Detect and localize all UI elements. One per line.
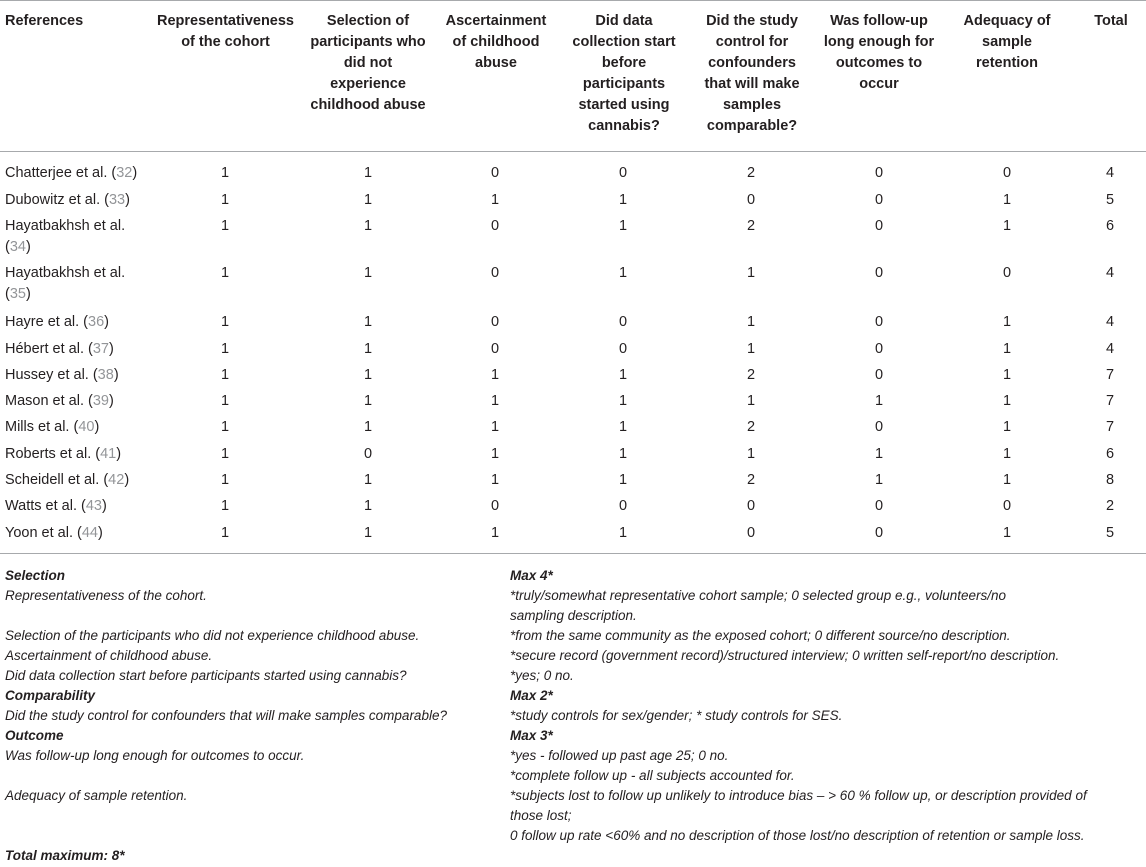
score-cell: 0 [746, 525, 756, 541]
reference-close-paren: ) [94, 419, 100, 435]
citation-link[interactable]: 43 [85, 498, 102, 514]
score-cell: 1 [363, 218, 373, 234]
citation-link[interactable]: 40 [78, 419, 95, 435]
citation-link[interactable]: 33 [108, 192, 126, 208]
footnote-max-score: Max 2* [510, 688, 553, 703]
total-score-cell: 4 [1105, 314, 1115, 330]
score-cell: 0 [746, 192, 756, 208]
reference-cell [5, 496, 155, 517]
reference-author: Chatterjee et al. ( [5, 165, 117, 181]
citation-link[interactable]: 35 [9, 286, 26, 302]
reference-cell [5, 417, 155, 438]
score-cell: 0 [363, 446, 373, 462]
score-cell: 1 [618, 472, 628, 488]
footnote-section-heading: Outcome [5, 728, 64, 743]
score-cell: 1 [618, 265, 628, 281]
score-cell: 1 [363, 165, 373, 181]
footnote-scoring-rule: *truly/somewhat representative cohort sample; 0 selected group e.g., volunteers/no [510, 588, 1007, 603]
citation-link[interactable]: 41 [100, 446, 117, 462]
score-cell: 1 [490, 446, 500, 462]
citation-link[interactable]: 32 [116, 165, 133, 181]
score-cell: 0 [490, 314, 500, 330]
score-cell: 0 [874, 341, 884, 357]
score-cell: 1 [618, 192, 628, 208]
total-score-cell: 6 [1105, 446, 1115, 462]
column-header-0: References [5, 13, 84, 29]
reference-cell [5, 339, 155, 360]
reference-close-paren: ) [104, 314, 109, 330]
score-cell: 1 [746, 314, 756, 330]
reference-author: Scheidell et al. ( [5, 472, 109, 488]
reference-close-paren: ) [25, 239, 31, 255]
footnote-section-heading: Selection [5, 568, 66, 583]
reference-cell [5, 365, 155, 386]
score-cell: 0 [618, 341, 628, 357]
score-cell: 0 [490, 341, 500, 357]
total-score-cell: 8 [1105, 472, 1115, 488]
score-cell: 1 [874, 446, 884, 462]
reference-author: Hayatbakhsh et al. [5, 218, 126, 234]
score-cell: 0 [618, 314, 628, 330]
score-cell: 1 [220, 525, 230, 541]
total-score-cell: 4 [1105, 341, 1115, 357]
footnote-criterion: Did data collection start before participants started using cannabis? [5, 668, 407, 683]
reference-cell [5, 216, 155, 258]
reference-author: Mills et al. ( [5, 419, 79, 435]
score-cell: 0 [874, 165, 884, 181]
score-cell: 1 [618, 218, 628, 234]
score-cell: 0 [874, 419, 884, 435]
score-cell: 1 [746, 393, 756, 409]
score-cell: 1 [363, 419, 373, 435]
total-score-cell: 7 [1105, 367, 1115, 383]
score-cell: 1 [618, 525, 628, 541]
footnote-scoring-rule: 0 follow up rate <60% and no description of those lost/no description of retention or sample loss. [510, 828, 1085, 843]
reference-author: Roberts et al. ( [5, 446, 101, 462]
reference-open-paren: ( [5, 286, 10, 302]
reference-close-paren: ) [108, 341, 114, 357]
score-cell: 0 [874, 218, 884, 234]
score-cell: 0 [1002, 498, 1012, 514]
score-cell: 1 [363, 265, 373, 281]
reference-cell [5, 163, 155, 184]
footnote-max-score: Max 4* [510, 568, 553, 583]
score-cell: 1 [363, 314, 373, 330]
score-cell: 1 [220, 218, 230, 234]
total-score-cell: 4 [1105, 165, 1115, 181]
score-cell: 1 [220, 472, 230, 488]
score-cell: 1 [490, 419, 500, 435]
footnote-criterion: Did the study control for confounders that will make samples comparable? [5, 708, 447, 723]
score-cell: 1 [220, 498, 230, 514]
score-cell: 1 [1002, 472, 1012, 488]
score-cell: 2 [746, 367, 756, 383]
score-cell: 1 [746, 446, 756, 462]
score-cell: 1 [220, 314, 230, 330]
reference-cell [5, 470, 155, 491]
reference-author: Yoon et al. ( [5, 525, 82, 541]
reference-author: Dubowitz et al. ( [5, 192, 109, 208]
citation-link[interactable]: 37 [92, 341, 109, 357]
total-score-cell: 4 [1105, 265, 1115, 281]
header-rule [0, 151, 1146, 152]
footnote-scoring-rule: *yes; 0 no. [510, 668, 574, 683]
total-score-cell: 6 [1105, 218, 1115, 234]
reference-author: Hébert et al. ( [5, 341, 93, 357]
score-cell: 1 [363, 472, 373, 488]
score-cell: 1 [1002, 393, 1012, 409]
score-cell: 1 [220, 341, 230, 357]
score-cell: 1 [363, 341, 373, 357]
column-header-4: Did data collection start before participants started using cannabis? [572, 13, 676, 134]
score-cell: 1 [746, 341, 756, 357]
footnote-criterion: Selection of the participants who did not experience childhood abuse. [5, 628, 420, 643]
top-rule [0, 0, 1146, 1]
score-cell: 0 [746, 498, 756, 514]
score-cell: 1 [490, 525, 500, 541]
total-score-cell: 7 [1105, 393, 1115, 409]
score-cell: 1 [220, 367, 230, 383]
score-cell: 0 [490, 498, 500, 514]
reference-cell [5, 312, 155, 333]
footnote-scoring-rule: *from the same community as the exposed cohort; 0 different source/no description. [510, 628, 1011, 643]
score-cell: 0 [874, 314, 884, 330]
reference-author: Watts et al. ( [5, 498, 86, 514]
score-cell: 1 [618, 446, 628, 462]
total-score-cell: 5 [1105, 192, 1115, 208]
citation-link[interactable]: 39 [92, 393, 109, 409]
reference-cell [5, 523, 155, 544]
footnote-section-heading: Comparability [5, 688, 96, 703]
footnote-criterion: Representativeness of the cohort. [5, 588, 207, 603]
citation-link[interactable]: 44 [81, 525, 98, 541]
column-header-6: Was follow-up long enough for outcomes to occur [823, 13, 935, 92]
column-header-7: Adequacy of sample retention [963, 13, 1051, 71]
footnote-scoring-rule: *subjects lost to follow up unlikely to introduce bias – > 60 % follow up, or description provided of [510, 788, 1087, 803]
score-cell: 1 [363, 525, 373, 541]
score-cell: 1 [1002, 525, 1012, 541]
reference-close-paren: ) [25, 286, 31, 302]
score-cell: 1 [363, 393, 373, 409]
score-cell: 1 [1002, 419, 1012, 435]
footnote-scoring-rule: sampling description. [510, 608, 637, 623]
footnote-criterion: Adequacy of sample retention. [5, 788, 188, 803]
score-cell: 0 [618, 165, 628, 181]
column-header-1: Representativeness of the cohort [156, 13, 294, 50]
footnote-criterion: Ascertainment of childhood abuse. [5, 648, 213, 663]
score-cell: 2 [746, 165, 756, 181]
reference-close-paren: ) [124, 472, 130, 488]
score-cell: 0 [490, 165, 500, 181]
citation-link[interactable]: 42 [108, 472, 125, 488]
reference-close-paren: ) [113, 367, 119, 383]
reference-close-paren: ) [132, 165, 138, 181]
score-cell: 0 [490, 265, 500, 281]
score-cell: 1 [1002, 314, 1012, 330]
table-bottom-rule [0, 553, 1146, 554]
score-cell: 1 [1002, 367, 1012, 383]
footnote-max-score: Max 3* [510, 728, 553, 743]
reference-close-paren: ) [125, 192, 130, 208]
score-cell: 1 [1002, 446, 1012, 462]
reference-author: Hayatbakhsh et al. [5, 265, 126, 281]
column-header-8: Total [1094, 13, 1128, 29]
score-cell: 1 [874, 393, 884, 409]
score-cell: 0 [1002, 265, 1012, 281]
score-cell: 1 [363, 367, 373, 383]
reference-cell [5, 444, 155, 465]
footnote-criterion: Was follow-up long enough for outcomes to occur. [5, 748, 305, 763]
score-cell: 1 [1002, 192, 1012, 208]
score-cell: 1 [490, 367, 500, 383]
reference-author: Hussey et al. ( [5, 367, 98, 383]
footnote-scoring-rule: *secure record (government record)/structured interview; 0 written self-report/no description. [510, 648, 1060, 663]
score-cell: 1 [1002, 341, 1012, 357]
score-cell: 0 [874, 265, 884, 281]
score-cell: 0 [874, 192, 884, 208]
reference-author: Mason et al. ( [5, 393, 93, 409]
score-cell: 1 [490, 393, 500, 409]
citation-link[interactable]: 38 [97, 367, 114, 383]
citation-link[interactable]: 36 [88, 314, 105, 330]
column-header-2: Selection of participants who did not experience childhood abuse [310, 13, 426, 113]
score-cell: 1 [220, 419, 230, 435]
score-cell: 1 [618, 393, 628, 409]
score-cell: 1 [618, 367, 628, 383]
score-cell: 1 [746, 265, 756, 281]
total-score-cell: 7 [1105, 419, 1115, 435]
score-cell: 0 [874, 367, 884, 383]
score-cell: 0 [618, 498, 628, 514]
reference-cell [5, 263, 155, 305]
reference-author: Hayre et al. ( [5, 314, 88, 330]
score-cell: 1 [220, 393, 230, 409]
footnote-scoring-rule: *complete follow up - all subjects accounted for. [510, 768, 795, 783]
score-cell: 2 [746, 472, 756, 488]
total-score-cell: 2 [1105, 498, 1115, 514]
score-cell: 1 [220, 165, 230, 181]
column-header-3: Ascertainment of childhood abuse [445, 13, 547, 71]
score-cell: 2 [746, 218, 756, 234]
score-cell: 1 [490, 472, 500, 488]
score-cell: 0 [874, 525, 884, 541]
score-cell: 0 [874, 498, 884, 514]
score-cell: 0 [1002, 165, 1012, 181]
reference-close-paren: ) [116, 446, 122, 462]
score-cell: 1 [618, 419, 628, 435]
score-cell: 1 [874, 472, 884, 488]
reference-open-paren: ( [5, 239, 10, 255]
reference-cell [5, 190, 155, 211]
footnote-scoring-rule: *study controls for sex/gender; * study controls for SES. [510, 708, 843, 723]
reference-close-paren: ) [108, 393, 114, 409]
score-cell: 1 [363, 498, 373, 514]
reference-close-paren: ) [98, 525, 103, 541]
score-cell: 2 [746, 419, 756, 435]
score-cell: 1 [220, 446, 230, 462]
score-cell: 1 [490, 192, 500, 208]
citation-link[interactable]: 34 [9, 239, 26, 255]
reference-cell [5, 391, 155, 412]
total-score-cell: 5 [1105, 525, 1115, 541]
score-cell: 1 [1002, 218, 1012, 234]
footnote-scoring-rule: *yes - followed up past age 25; 0 no. [510, 748, 729, 763]
score-cell: 0 [490, 218, 500, 234]
score-cell: 1 [363, 192, 373, 208]
column-header-5: Did the study control for confounders that will make samples comparable? [704, 13, 800, 134]
score-cell: 1 [220, 192, 230, 208]
footnote-scoring-rule: those lost; [510, 808, 572, 823]
reference-close-paren: ) [101, 498, 107, 514]
footnote-section-heading: Total maximum: 8* [5, 848, 125, 863]
score-cell: 1 [220, 265, 230, 281]
